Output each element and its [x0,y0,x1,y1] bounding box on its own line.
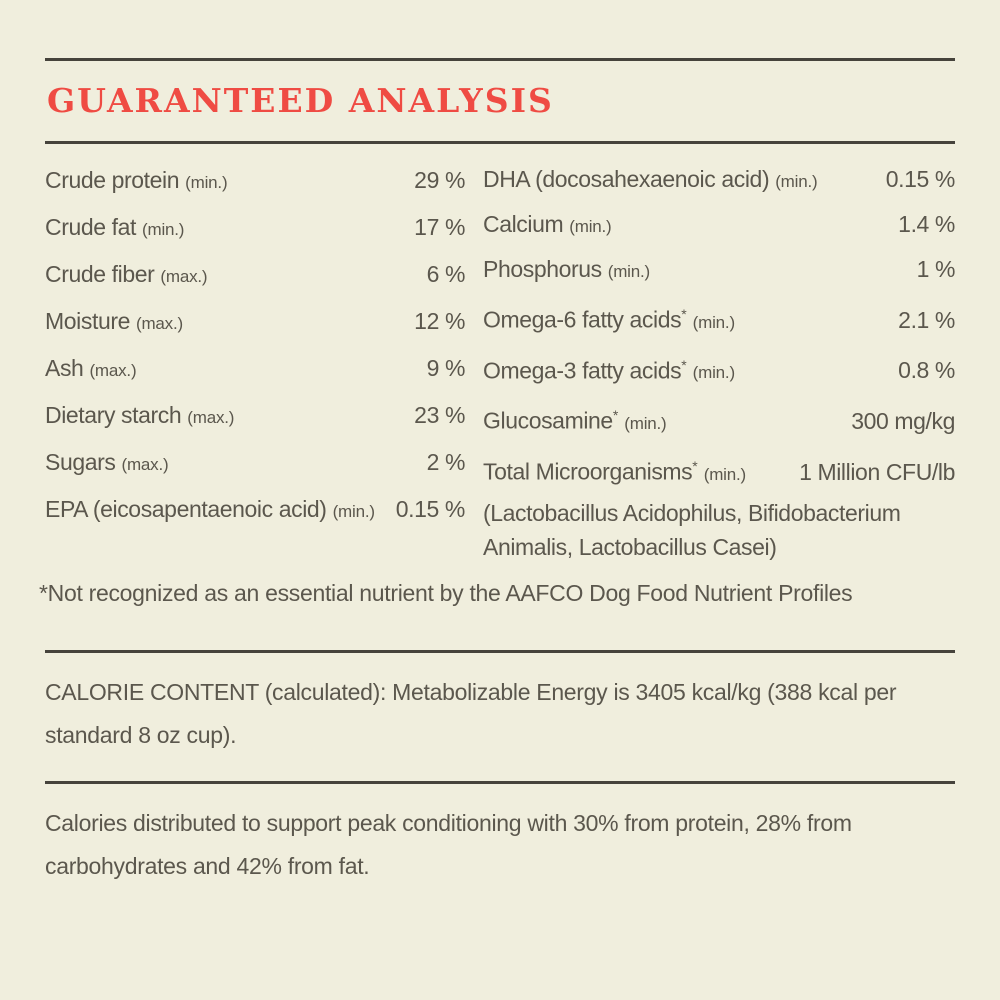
nutrient-label: Crude protein (min.) [45,167,228,193]
qualifier: (min.) [569,217,612,236]
analysis-right-column [483,158,955,564]
nutrient-label: Calcium (min.) [483,211,612,237]
qualifier: (min.) [624,413,667,433]
nutrient-value: 2.1 % [898,306,955,333]
nutrient-label: DHA (docosahexaenoic acid) (min.) [483,166,818,192]
asterisk-marker: * [681,306,687,322]
qualifier: (min.) [692,363,735,383]
nutrient-label: Phosphorus (min.) [483,256,650,282]
nutrient-value: 0.15 % [395,496,465,522]
calorie-distribution-text: Calories distributed to support peak conditioning with 30% from protein, 28% from carbohydrates and 42% from fat. [45,809,852,879]
microorganisms-continuation: (Lactobacillus Acidophilus, Bifidobacterium Animalis, Lactobacillus Casei) [483,499,901,560]
analysis-row-dha [483,158,955,203]
qualifier: (min.) [332,502,375,521]
nutrient-label: Omega-3 fatty acids* (min.) [483,356,735,384]
nutrient-label: Omega-6 fatty acids* (min.) [483,306,735,333]
top-rule [45,58,955,61]
qualifier: (max.) [121,455,169,474]
nutrient-value: 9 % [426,355,465,381]
qualifier: (min.) [142,220,185,239]
aafco-footnote: *Not recognized as an essential nutrient by the AAFCO Dog Food Nutrient Profiles [39,579,853,606]
analysis-table [45,144,955,564]
qualifier: (max.) [89,361,137,380]
analysis-row-microorganisms [483,445,955,496]
nutrient-value: 6 % [426,261,465,287]
qualifier: (max.) [160,267,208,286]
qualifier: (min.) [185,173,228,192]
analysis-row-omega6 [483,293,955,344]
analysis-row-ash [45,346,465,393]
nutrient-value: 17 % [414,214,465,240]
analysis-row-moisture [45,299,465,346]
nutrient-label: Moisture (max.) [45,308,183,334]
asterisk-marker: * [681,356,687,373]
analysis-row-glucosamine [483,394,955,445]
qualifier: (min.) [692,312,735,332]
nutrient-label: Total Microorganisms* (min.) [483,457,746,485]
analysis-row-crude-fiber [45,252,465,299]
asterisk-marker: * [612,407,619,424]
nutrient-value: 0.15 % [885,166,955,192]
calorie-content-text: CALORIE CONTENT (calculated): Metabolizable Energy is 3405 kcal/kg (388 kcal per standard 8 oz cup). [45,678,897,748]
nutrient-value: 23 % [414,402,465,428]
analysis-row-crude-fat [45,205,465,252]
nutrient-value: 29 % [414,167,465,193]
nutrient-value: 2 % [426,449,465,475]
nutrient-label: Glucosamine* (min.) [483,407,667,434]
nutrient-label: Crude fiber (max.) [45,261,208,287]
analysis-left-column [45,158,465,564]
asterisk-marker: * [692,457,698,474]
calorie-section-rule [45,650,955,653]
qualifier: (min.) [703,464,746,484]
nutrient-label: Ash (max.) [45,355,137,381]
guaranteed-analysis-title: GUARANTEED ANALYSIS [47,81,554,120]
qualifier: (max.) [136,314,183,333]
qualifier: (min.) [775,172,818,191]
nutrient-value: 1 % [916,256,955,282]
nutrient-value: 300 mg/kg [851,407,955,434]
nutrient-value: 1.4 % [898,211,955,237]
nutrient-label: Crude fat (min.) [45,214,185,240]
nutrient-label: Sugars (max.) [45,449,169,475]
nutrient-label: EPA (eicosapentaenoic acid) (min.) [45,496,375,522]
nutrient-label: Dietary starch (max.) [45,402,235,428]
nutrient-value: 1 Million CFU/lb [799,458,955,485]
analysis-row-crude-protein [45,158,465,205]
distribution-section-rule [45,781,955,784]
qualifier: (max.) [187,408,235,427]
qualifier: (min.) [607,262,650,281]
analysis-row-omega3 [483,344,955,395]
analysis-row-phosphorus [483,248,955,293]
nutrient-value: 12 % [414,308,465,334]
analysis-row-dietary-starch [45,393,465,440]
analysis-row-sugars [45,440,465,487]
nutrient-value: 0.8 % [898,357,955,384]
analysis-row-calcium [483,203,955,248]
analysis-row-epa [45,487,465,534]
